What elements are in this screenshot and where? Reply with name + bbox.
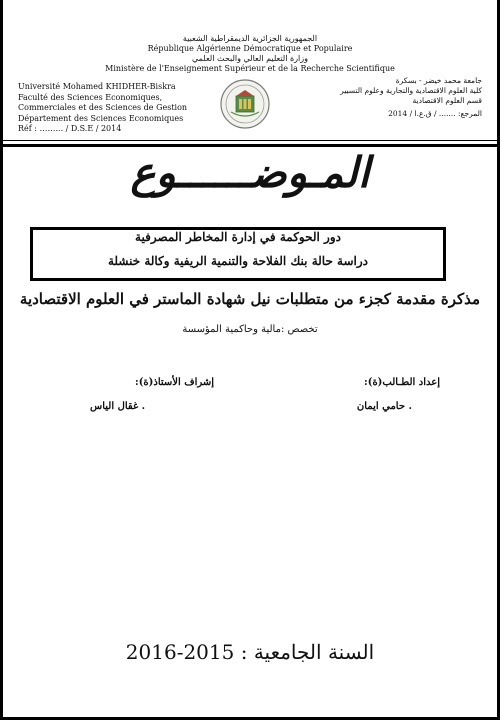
page-frame-left bbox=[0, 0, 3, 720]
student-name bbox=[357, 401, 412, 412]
faculty-name-fr: Faculté des Sciences Economiques, bbox=[18, 92, 163, 102]
faculty-name-fr-cont: Commerciales et des Sciences de Gestion bbox=[18, 103, 188, 112]
reference-fr: Réf : ……... / D.S.E / 2014 bbox=[18, 124, 122, 133]
department-name-fr: Département des Sciences Economiques bbox=[18, 113, 184, 123]
prepared-by-label: إعداد الطـالب(ة): bbox=[364, 377, 440, 388]
university-name-fr: Université Mohamed KHIDHER-Biskra bbox=[18, 82, 176, 91]
university-logo bbox=[219, 78, 271, 130]
university-name-ar: جامعة محمد خيضر - بسكرة bbox=[395, 76, 482, 85]
thesis-statement: مذكرة مقدمة كجزء من متطلبات نيل شهادة الماستر في العلوم الاقتصادية bbox=[19, 290, 481, 308]
specialization: تخصص :مالية وحاكمية المؤسسة bbox=[182, 324, 318, 335]
title-line-2: دراسة حالة بنك الفلاحة والتنمية الريفية وكالة خنشلة bbox=[107, 254, 368, 268]
bullet-dot: . bbox=[141, 401, 146, 412]
supervised-by-label: إشراف الأستاذ(ة): bbox=[135, 377, 215, 388]
student-name-text: حامي ايمان bbox=[356, 401, 406, 412]
reference-ar: المرجع: ....... / ق.ع.ا / 2014 bbox=[388, 109, 482, 118]
department-name-ar: قسم العلوم الاقتصادية bbox=[412, 96, 482, 105]
faculty-name-ar: كلية العلوم الاقتصادية والتجارية وعلوم التسيير bbox=[340, 86, 482, 95]
bullet-dot: . bbox=[408, 401, 412, 412]
header-arabic-ministry: وزارة التعليم العالي والبحث العلمي bbox=[192, 54, 308, 63]
header-french-ministry: Ministère de l'Enseignement Supérieur et de la Recherche Scientifique bbox=[105, 64, 395, 73]
header-arabic-republic: الجمهورية الجزائرية الديمقراطية الشعبية bbox=[182, 34, 318, 43]
header-french-republic: République Algérienne Démocratique et Populaire bbox=[147, 44, 353, 53]
supervisor-name-text: غقال الياس bbox=[90, 401, 139, 412]
header-divider-thick bbox=[0, 144, 500, 147]
university-block-french bbox=[18, 82, 198, 135]
title-line-1: دور الحوكمة في إدارة المخاطر المصرفية bbox=[135, 230, 341, 244]
supervisor-name bbox=[90, 401, 145, 412]
university-block-arabic bbox=[302, 76, 482, 119]
academic-year: السنة الجامعية : 2015-2016 bbox=[125, 640, 375, 664]
header-divider-thin bbox=[0, 140, 500, 141]
subject-heading: المـوضــــــوع bbox=[130, 148, 370, 197]
